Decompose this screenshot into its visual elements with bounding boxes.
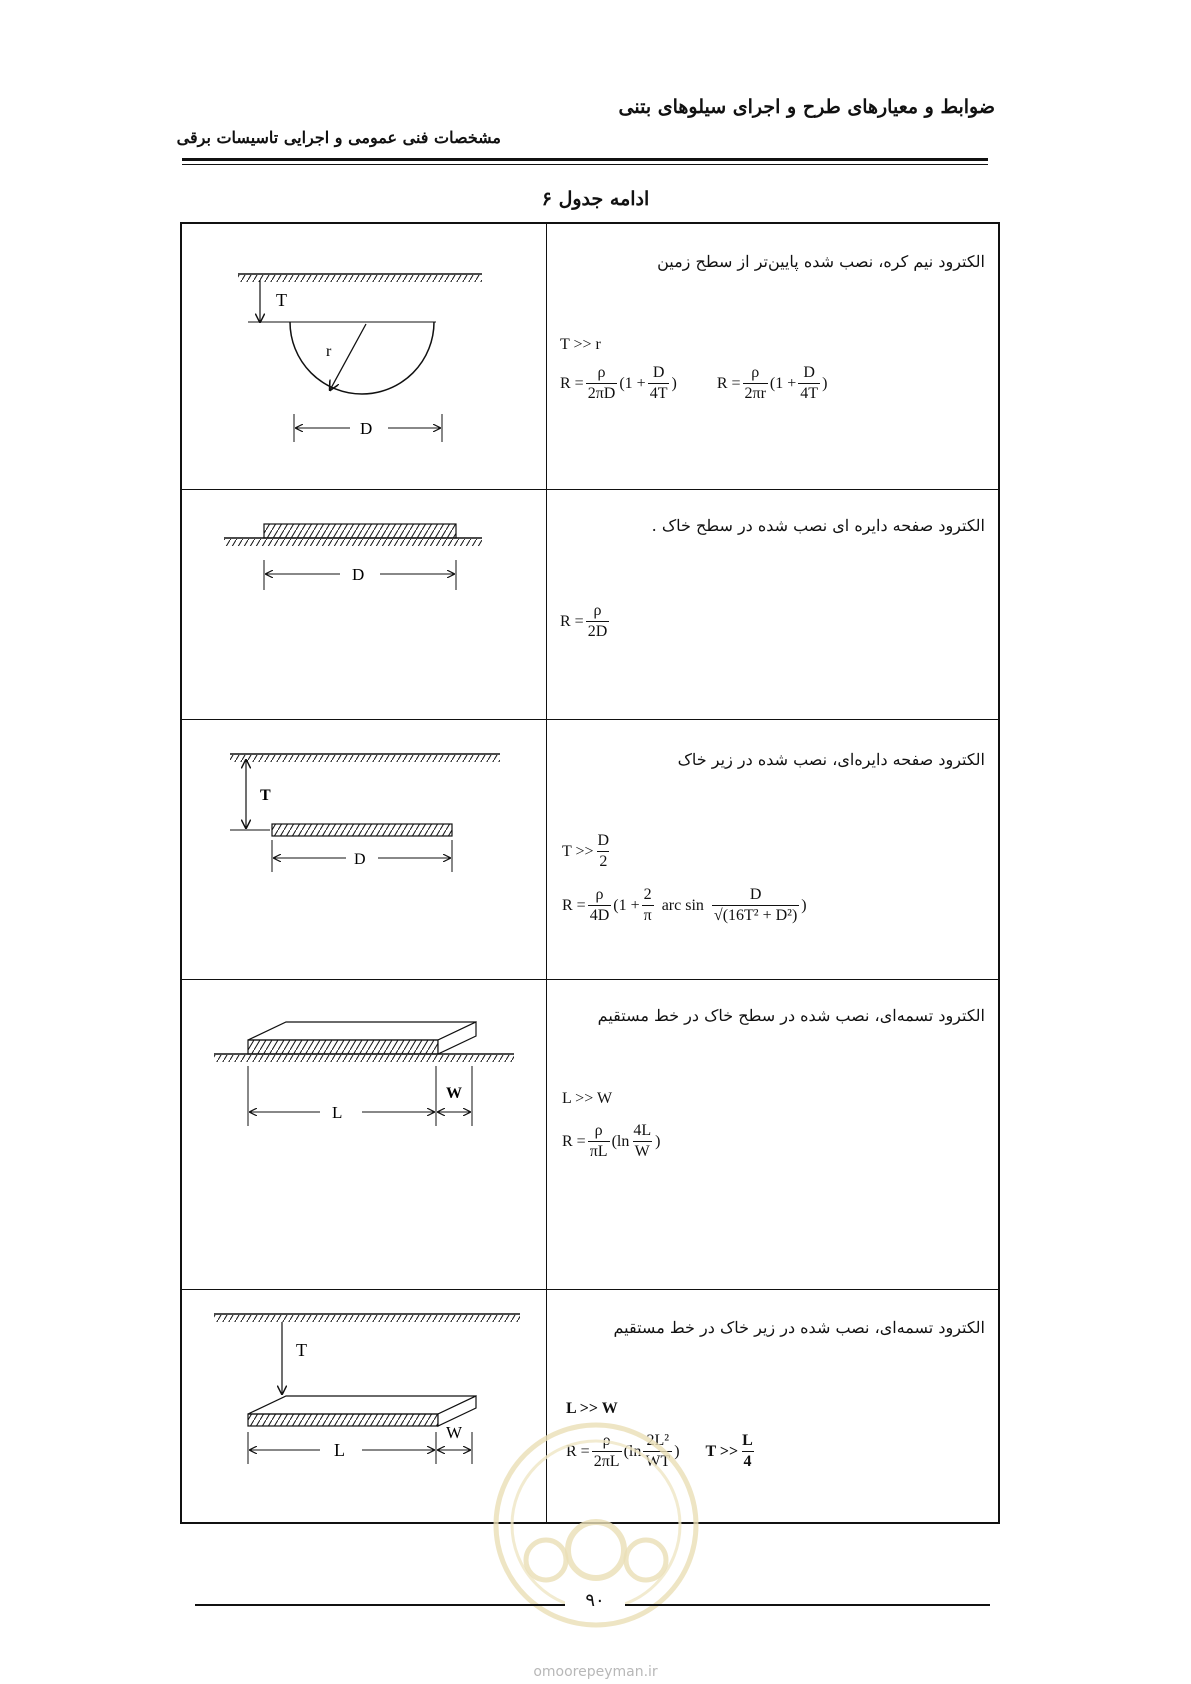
fraction xyxy=(740,1432,755,1471)
numerator: D xyxy=(803,364,815,381)
row-1-formula xyxy=(560,364,827,403)
row-4-condition: L >> W xyxy=(562,1090,613,1107)
numerator: 2 xyxy=(643,886,652,903)
ground-hatch xyxy=(230,755,500,762)
numerator: ρ xyxy=(595,886,604,903)
fraction xyxy=(743,364,768,403)
document-subtitle: مشخصات فنی عمومی و اجرایی تاسیسات برقی xyxy=(176,128,501,147)
row-1-description: الکترود نیم کره، نصب شده پایین‌تر از سطح زمین xyxy=(657,252,985,271)
numerator: L xyxy=(742,1432,753,1449)
numerator: ρ xyxy=(602,1432,611,1449)
fraction xyxy=(712,886,799,925)
formula-part: (1 + xyxy=(769,374,797,392)
formula-part: (ln xyxy=(611,1132,630,1150)
formula-part: ) xyxy=(655,1132,661,1150)
numerator: ρ xyxy=(593,602,602,619)
strip-top-face xyxy=(248,1396,476,1414)
formula-lhs: T >> xyxy=(705,1442,739,1460)
row-4-formula xyxy=(562,1122,660,1161)
numerator: 4L xyxy=(633,1122,652,1139)
plate-shape xyxy=(272,824,452,836)
row-5-condition: L >> W xyxy=(566,1400,618,1417)
fig-label-t: T xyxy=(260,787,271,804)
row-4-description: الکترود تسمه‌ای، نصب شده در سطح خاک در خط مستقیم xyxy=(597,1006,985,1025)
fraction xyxy=(631,1122,653,1161)
strip-top-face xyxy=(248,1022,476,1040)
surface-strip-electrode-diagram xyxy=(200,1000,520,1140)
denominator: WT xyxy=(645,1453,671,1470)
ground-hatch xyxy=(214,1315,520,1322)
row-5-description: الکترود تسمه‌ای، نصب شده در زیر خاک در خط مستقیم xyxy=(613,1318,985,1337)
table-row-divider xyxy=(180,1289,1000,1290)
numerator: 2L² xyxy=(646,1432,670,1449)
denominator: 2πD xyxy=(587,385,616,402)
strip-front-face xyxy=(248,1414,438,1426)
denominator: 2πr xyxy=(744,385,766,402)
fraction xyxy=(588,1122,610,1161)
fraction xyxy=(586,364,618,403)
denominator: 4D xyxy=(589,907,610,924)
table-title: ادامه جدول ۶ xyxy=(541,188,650,210)
numerator: ρ xyxy=(594,1122,603,1139)
ground-hatch xyxy=(224,539,482,546)
fraction xyxy=(596,832,612,871)
numerator: D xyxy=(749,886,762,903)
fraction xyxy=(648,364,670,403)
site-watermark: omoorepeyman.ir xyxy=(533,1664,658,1680)
fraction xyxy=(588,886,612,925)
fig-label-w: W xyxy=(446,1423,463,1442)
ground-hatch xyxy=(238,275,482,282)
header-rule-thick xyxy=(182,158,988,161)
fig-label-l: L xyxy=(332,1103,343,1122)
row-1-condition: T >> r xyxy=(560,336,601,353)
numerator: ρ xyxy=(751,364,760,381)
denominator: W xyxy=(634,1143,650,1160)
strip-front-face xyxy=(248,1040,438,1054)
formula-part: (1 + xyxy=(613,896,640,914)
page-number: ۹۰ xyxy=(565,1590,625,1611)
formula-part: (ln xyxy=(623,1442,642,1460)
buried-plate-electrode-diagram xyxy=(200,740,500,880)
denominator: 2D xyxy=(587,623,608,640)
fraction xyxy=(798,364,820,403)
fig-label-l: L xyxy=(334,1440,345,1460)
table-row-divider xyxy=(180,979,1000,980)
hemisphere-shape xyxy=(290,322,434,394)
formula-lhs: R = xyxy=(560,612,584,630)
table-row-divider xyxy=(180,719,1000,720)
formula-part: ) xyxy=(671,374,677,392)
row-3-condition xyxy=(562,832,613,871)
surface-plate-electrode-diagram xyxy=(200,510,500,610)
row-2-formula xyxy=(560,602,611,641)
fraction xyxy=(642,886,654,925)
formula-part: ) xyxy=(822,374,828,392)
fig-label-t: T xyxy=(296,1340,307,1360)
buried-strip-electrode-diagram xyxy=(200,1300,520,1470)
fig-label-d: D xyxy=(352,565,365,584)
denominator: 4T xyxy=(649,385,668,402)
fig-label-d: D xyxy=(360,419,373,438)
formula-lhs: R = xyxy=(562,1132,586,1150)
formula-part: ) xyxy=(801,896,807,914)
fig-label-r: r xyxy=(326,343,332,360)
row-3-formula xyxy=(562,886,807,925)
document-title: ضوابط و معیارهای طرح و اجرای سیلوهای بتنی xyxy=(618,96,995,118)
numerator: ρ xyxy=(597,364,606,381)
ground-hatch xyxy=(214,1055,514,1062)
header-rule-thin xyxy=(182,164,988,165)
table-row-divider xyxy=(180,489,1000,490)
fig-label-w: W xyxy=(446,1085,462,1102)
formula-lhs: R = xyxy=(566,1442,590,1460)
formula-lhs: R = xyxy=(560,374,584,392)
formula-lhs: T >> xyxy=(562,842,594,860)
denominator: 2πL xyxy=(593,1453,620,1470)
formula-lhs: R = xyxy=(562,896,586,914)
numerator: D xyxy=(597,832,610,849)
row-2-description: الکترود صفحه دایره ای نصب شده در سطح خاک . xyxy=(651,516,985,535)
denominator: 4 xyxy=(743,1453,752,1470)
formula-part: arc sin xyxy=(661,896,704,914)
formula-part: ) xyxy=(674,1442,680,1460)
denominator: 2 xyxy=(599,853,608,870)
row-3-description: الکترود صفحه دایره‌ای، نصب شده در زیر خاک xyxy=(677,750,985,769)
formula-lhs: R = xyxy=(716,374,741,392)
denominator: √(16T² + D²) xyxy=(713,907,798,924)
fig-label-d: D xyxy=(354,851,366,868)
denominator: 4T xyxy=(800,385,819,402)
hemisphere-electrode-diagram xyxy=(200,260,500,460)
fraction xyxy=(586,602,610,641)
denominator: πL xyxy=(589,1143,608,1160)
fig-label-t: T xyxy=(276,290,287,310)
denominator: π xyxy=(643,907,652,924)
formula-part: (1 + xyxy=(619,374,646,392)
plate-shape xyxy=(264,524,456,538)
numerator: D xyxy=(652,364,665,381)
table-column-divider xyxy=(546,222,547,1524)
